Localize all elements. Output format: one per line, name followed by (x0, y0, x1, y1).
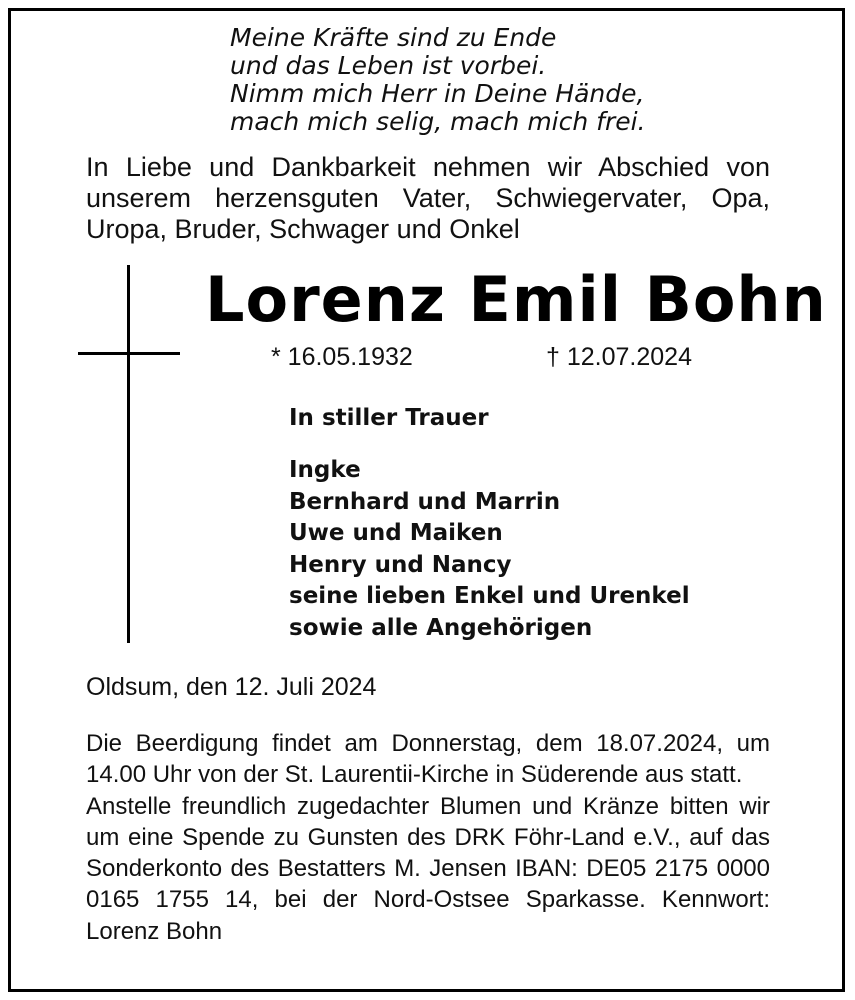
funeral-info: Die Beerdigung findet am Donnerstag, dem 18.07.2024, um 14.00 Uhr von der St. Laurentii-Kirche in Süderende aus statt. (86, 730, 770, 789)
funeral-notice (86, 728, 770, 947)
mourner-list (289, 455, 690, 644)
poem-line: Meine Kräfte sind zu Ende (230, 23, 557, 52)
mourner-name: Ingke (289, 457, 361, 483)
cross-icon-bar (78, 352, 180, 355)
place-date: Oldsum, den 12. Juli 2024 (86, 673, 377, 701)
death-date: † 12.07.2024 (546, 343, 692, 371)
donation-info: Anstelle freundlich zugedachter Blumen und Kränze bitten wir um eine Spende zu Gunsten des DRK Föhr-Land e.V., auf das Sonderkonto des Bestatters M. Jensen IBAN: DE05 2175 0000 0165 1755 14, bei der Nord-Ostsee Sparkasse. Kennwort: Lorenz Bohn (86, 792, 770, 945)
mourner-name: Bernhard und Marrin (289, 488, 561, 515)
mourner-name: Uwe und Maiken (289, 520, 503, 546)
poem-line: und das Leben ist vorbei. (230, 51, 547, 80)
deceased-name: Lorenz Emil Bohn (205, 263, 827, 336)
poem-line: mach mich selig, mach mich frei. (230, 107, 646, 136)
poem-line: Nimm mich Herr in Deine Hände, (230, 79, 645, 108)
mourner-name: Henry und Nancy (289, 551, 512, 578)
mourning-heading: In stiller Trauer (289, 405, 489, 431)
poem (230, 24, 646, 136)
cross-icon (127, 265, 130, 643)
intro-text: In Liebe und Dankbarkeit nehmen wir Abschied von unserem herzensguten Vater, Schwiegervater, Opa, Uropa, Bruder, Schwager und Onkel (86, 152, 770, 244)
mourner-name: seine lieben Enkel und Urenkel (289, 583, 690, 609)
birth-date: * 16.05.1932 (271, 343, 413, 371)
mourner-name: sowie alle Angehörigen (289, 614, 593, 641)
